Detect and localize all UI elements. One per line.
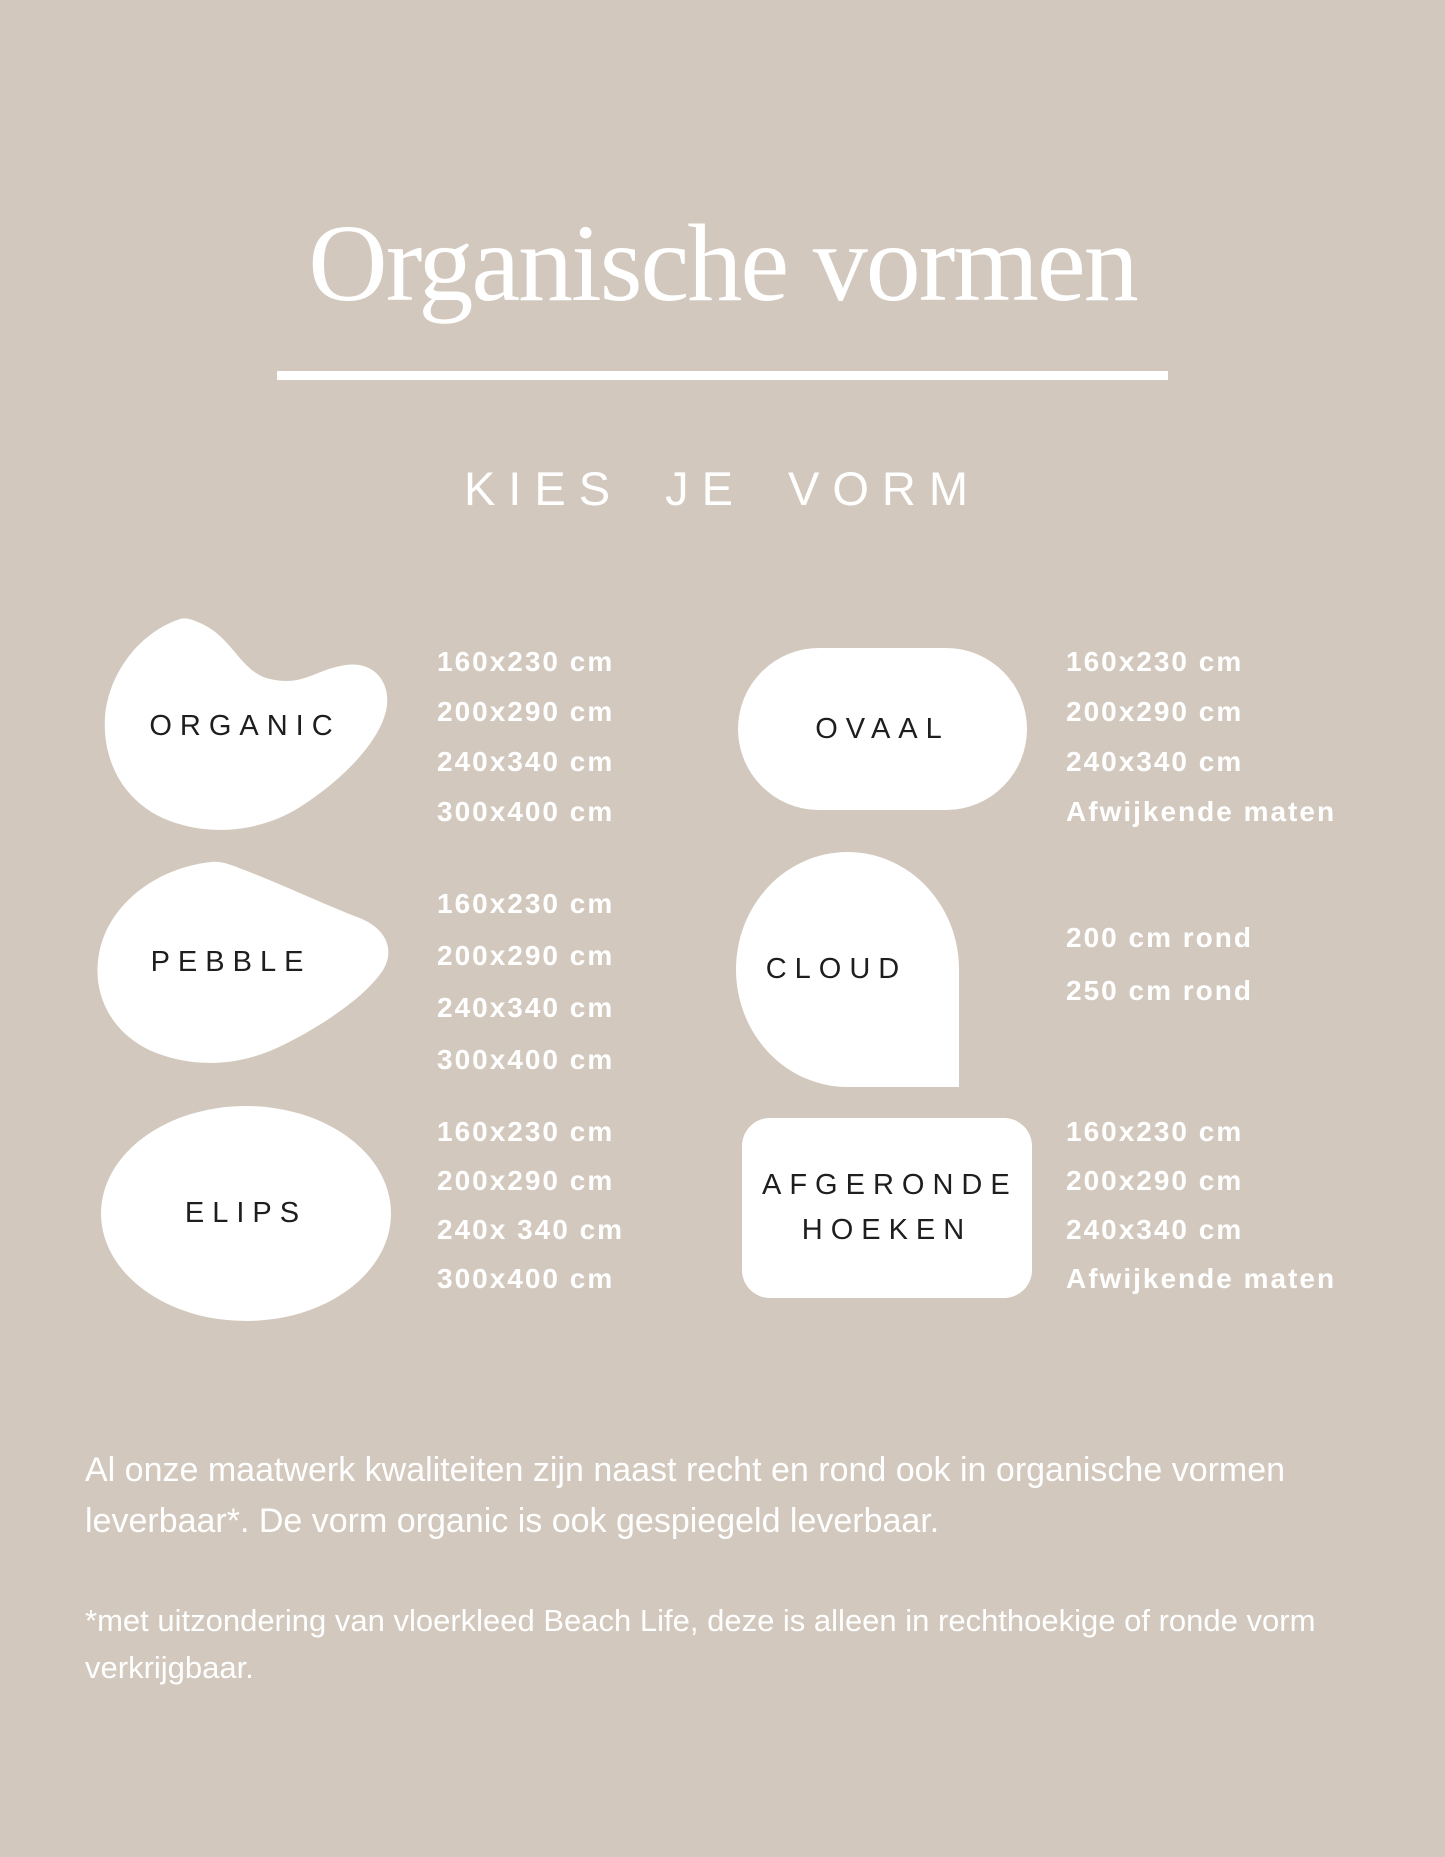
size-option: 160x230 cm [1066, 646, 1244, 677]
size-option: Afwijkende maten [1066, 796, 1337, 827]
organic-label: ORGANIC [149, 709, 341, 742]
size-option: 200 cm rond [1066, 922, 1253, 953]
size-option: 160x230 cm [437, 1116, 615, 1147]
size-option: 250 cm rond [1066, 975, 1253, 1006]
size-option: 200x290 cm [437, 1165, 615, 1196]
size-option: 200x290 cm [437, 940, 615, 971]
ovaal-size-list [1066, 637, 1336, 837]
page-title: Organische vormen [308, 202, 1137, 324]
cloud-label: CLOUD [765, 953, 908, 985]
size-option: 300x400 cm [437, 1263, 615, 1294]
subtitle-kies-je-vorm: KIES JE VORM [463, 462, 982, 515]
cloud-size-list [1066, 911, 1253, 1017]
pebble-size-list [437, 878, 614, 1086]
size-option: 200x290 cm [1066, 696, 1244, 727]
pebble-shape [93, 858, 397, 1067]
ovaal-label: OVAAL [815, 712, 950, 745]
size-option: 200x290 cm [437, 696, 615, 727]
elips-label: ELIPS [184, 1197, 308, 1229]
elips-shape [101, 1106, 391, 1321]
cloud-shape [736, 852, 959, 1087]
size-option: 160x230 cm [437, 646, 615, 677]
title-divider [277, 371, 1168, 380]
afgeronde-hoeken-label: AFGERONDE HOEKEN [762, 1169, 1018, 1246]
size-option: 240x 340 cm [437, 1214, 625, 1245]
afgeronde-hoeken-size-list [1066, 1107, 1336, 1303]
organic-size-list [437, 637, 614, 837]
size-option: 240x340 cm [1066, 1214, 1244, 1245]
size-option: 300x400 cm [437, 796, 615, 827]
exception-note: *met uitzondering van vloerkleed Beach Life, deze is alleen in rechthoekige of ronde vorm verkrijgbaar. [85, 1603, 1316, 1685]
size-option: 160x230 cm [1066, 1116, 1244, 1147]
size-option: 200x290 cm [1066, 1165, 1244, 1196]
elips-size-list [437, 1107, 624, 1303]
afgeronde-hoeken-shape [742, 1118, 1032, 1298]
size-option: 240x340 cm [437, 992, 615, 1023]
size-option: Afwijkende maten [1066, 1263, 1337, 1294]
size-option: 240x340 cm [437, 746, 615, 777]
organic-shape [100, 605, 390, 833]
size-option: 240x340 cm [1066, 746, 1244, 777]
availability-note: Al onze maatwerk kwaliteiten zijn naast recht en rond ook in organische vormen leverbaar*. De vorm organic is ook gespiegeld leverbaar. [85, 1451, 1286, 1540]
size-option: 300x400 cm [437, 1044, 615, 1075]
pebble-label: PEBBLE [150, 946, 312, 978]
ovaal-shape [738, 648, 1027, 810]
size-option: 160x230 cm [437, 888, 615, 919]
